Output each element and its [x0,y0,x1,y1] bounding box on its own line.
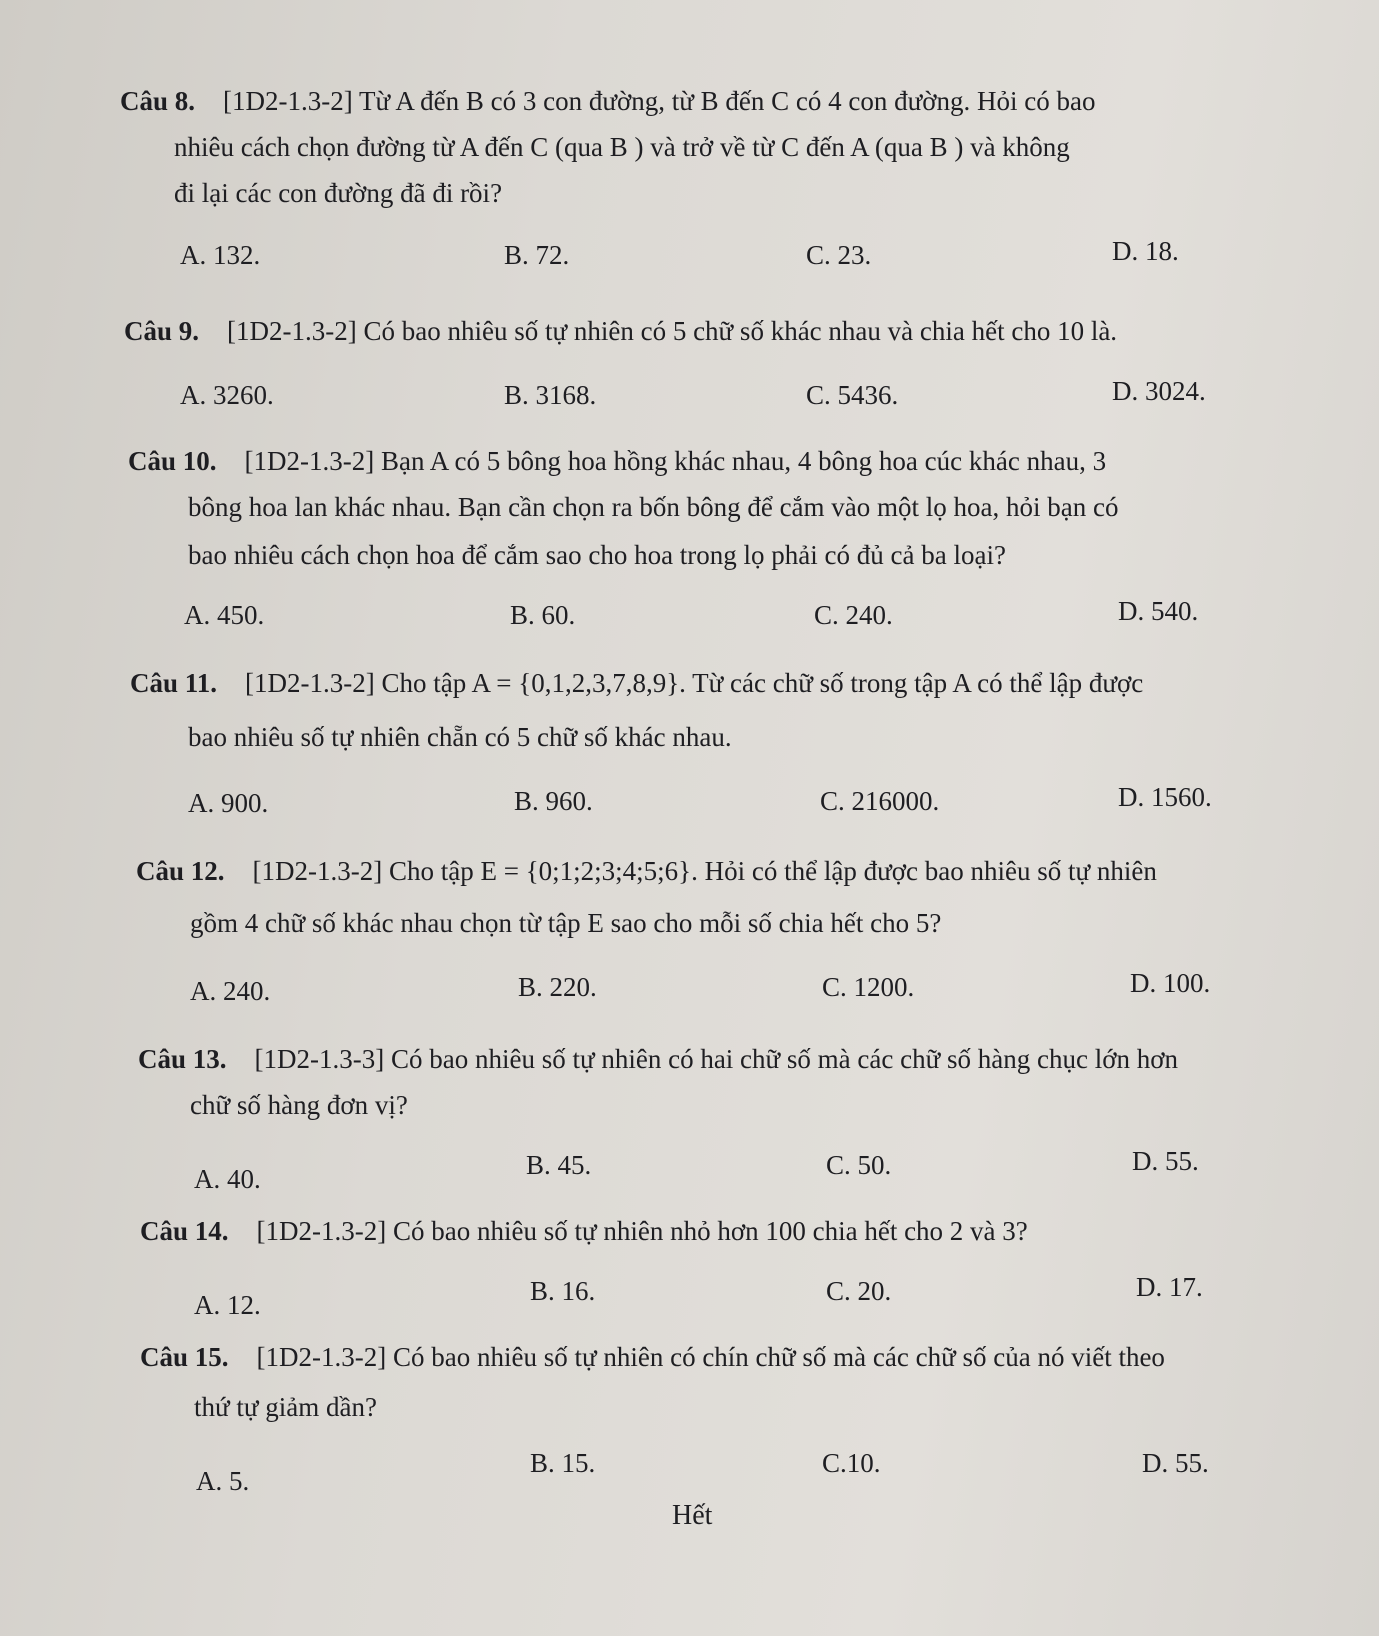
question-12-option-a: A. 240. [190,976,271,1006]
question-8-option-a: A. 132. [180,240,261,270]
question-8-number: Câu 8. [120,86,196,116]
question-11-option-d: D. 1560. [1118,782,1212,812]
question-15-line-1 [140,1342,1165,1373]
question-15-number: Câu 15. [140,1342,229,1372]
question-12-option-b: B. 220. [518,972,597,1002]
question-8-option-d: D. 18. [1112,236,1179,266]
question-12-line-1 [136,856,1157,887]
question-14-text-1: [1D2-1.3-2] Có bao nhiêu số tự nhiên nhỏ hơn 100 chia hết cho 2 và 3? [256,1216,1028,1246]
question-13-line-1 [138,1044,1178,1075]
question-13-option-d: D. 55. [1132,1146,1199,1176]
question-13-number: Câu 13. [138,1044,227,1074]
question-10-option-a: A. 450. [184,600,265,630]
question-11-number: Câu 11. [130,668,218,698]
question-14-option-c: C. 20. [826,1276,892,1306]
question-9-option-d: D. 3024. [1112,376,1206,406]
question-15-text-1: [1D2-1.3-2] Có bao nhiêu số tự nhiên có chín chữ số mà các chữ số của nó viết theo [256,1342,1165,1372]
question-15-option-c: C.10. [822,1448,881,1478]
question-9-text-1: [1D2-1.3-2] Có bao nhiêu số tự nhiên có 5 chữ số khác nhau và chia hết cho 10 là. [227,316,1118,346]
question-11-option-b: B. 960. [514,786,593,816]
question-12-text-1: [1D2-1.3-2] Cho tập E = {0;1;2;3;4;5;6}. Hỏi có thể lập được bao nhiêu số tự nhiên [252,856,1157,886]
question-8-text-1: [1D2-1.3-2] Từ A đến B có 3 con đường, từ B đến C có 4 con đường. Hỏi có bao [223,86,1096,116]
question-8-option-c: C. 23. [806,240,872,270]
question-14-option-a: A. 12. [194,1290,261,1320]
question-8-option-b: B. 72. [504,240,570,270]
question-14-line-1 [140,1216,1028,1247]
question-10-line-2: bông hoa lan khác nhau. Bạn cần chọn ra bốn bông để cắm vào một lọ hoa, hỏi bạn có [188,492,1119,522]
question-11-line-1 [130,668,1143,699]
question-15-option-b: B. 15. [530,1448,596,1478]
question-11-option-c: C. 216000. [820,786,940,816]
question-13-text-1: [1D2-1.3-3] Có bao nhiêu số tự nhiên có hai chữ số mà các chữ số hàng chục lớn hơn [254,1044,1178,1074]
question-9-option-c: C. 5436. [806,380,899,410]
question-10-line-3: bao nhiêu cách chọn hoa để cắm sao cho hoa trong lọ phải có đủ cả ba loại? [188,540,1006,570]
question-9-number: Câu 9. [124,316,200,346]
question-13-option-c: C. 50. [826,1150,892,1180]
end-label: Hết [672,1500,713,1531]
question-13-line-2: chữ số hàng đơn vị? [190,1090,408,1120]
question-14-option-b: B. 16. [530,1276,596,1306]
question-11-line-2: bao nhiêu số tự nhiên chẵn có 5 chữ số khác nhau. [188,722,732,752]
question-12-option-d: D. 100. [1130,968,1211,998]
question-12-option-c: C. 1200. [822,972,915,1002]
question-11-text-1: [1D2-1.3-2] Cho tập A = {0,1,2,3,7,8,9}. Từ các chữ số trong tập A có thể lập được [245,668,1144,698]
question-9-option-b: B. 3168. [504,380,597,410]
question-13-option-b: B. 45. [526,1150,592,1180]
question-9-line-1 [124,316,1117,347]
question-10-text-1: [1D2-1.3-2] Bạn A có 5 bông hoa hồng khác nhau, 4 bông hoa cúc khác nhau, 3 [244,446,1107,476]
question-13-option-a: A. 40. [194,1164,261,1194]
question-10-number: Câu 10. [128,446,217,476]
question-8-line-2: nhiêu cách chọn đường từ A đến C (qua B ) và trở về từ C đến A (qua B ) và không [174,132,1070,162]
question-15-option-d: D. 55. [1142,1448,1209,1478]
question-14-number: Câu 14. [140,1216,229,1246]
question-10-option-c: C. 240. [814,600,893,630]
question-15-option-a: A. 5. [196,1466,250,1496]
question-10-option-b: B. 60. [510,600,576,630]
question-8-line-3: đi lại các con đường đã đi rồi? [174,178,503,208]
question-10-option-d: D. 540. [1118,596,1199,626]
question-11-option-a: A. 900. [188,788,269,818]
question-9-option-a: A. 3260. [180,380,274,410]
question-14-option-d: D. 17. [1136,1272,1203,1302]
question-8-line-1 [120,86,1096,117]
question-15-line-2: thứ tự giảm dần? [194,1392,377,1422]
question-10-line-1 [128,446,1106,477]
question-12-line-2: gồm 4 chữ số khác nhau chọn từ tập E sao cho mỗi số chia hết cho 5? [190,908,942,938]
question-12-number: Câu 12. [136,856,225,886]
